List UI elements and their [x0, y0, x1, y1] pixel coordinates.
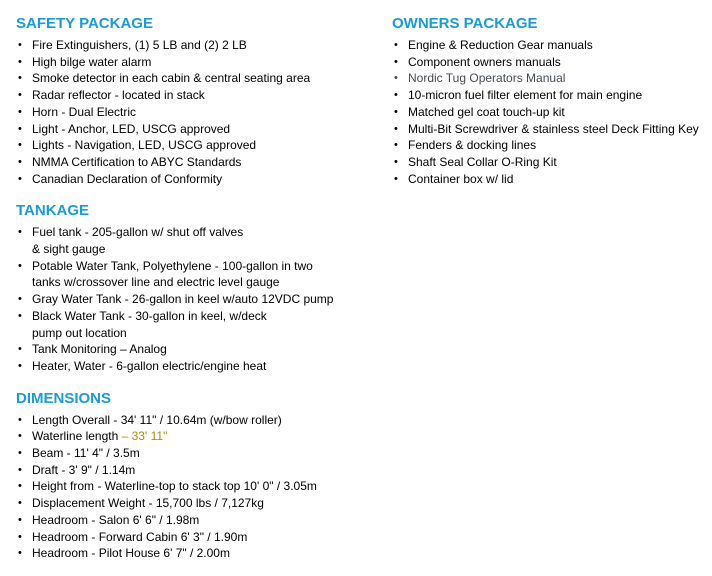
list-item: • 10-micron fuel filter element for main engine — [392, 87, 710, 104]
list-item: • Light - Anchor, LED, USCG approved — [16, 121, 376, 138]
safety-package-list — [16, 37, 376, 187]
owners-package-section — [392, 14, 710, 187]
list-item: • Component owners manuals — [392, 54, 710, 71]
list-item: • High bilge water alarm — [16, 54, 376, 71]
list-item: • Headroom - Salon 6' 6" / 1.98m — [16, 512, 376, 529]
list-item: • Headroom - Pilot House 6' 7" / 2.00m — [16, 545, 376, 562]
list-item: • Matched gel coat touch-up kit — [392, 104, 710, 121]
list-item: • Lights - Navigation, LED, USCG approved — [16, 137, 376, 154]
list-item-text: Waterline length — [32, 429, 119, 444]
owners-package-list — [392, 37, 710, 187]
list-item: • NMMA Certification to ABYC Standards — [16, 154, 376, 171]
dimensions-title: DIMENSIONS — [16, 389, 112, 407]
list-item: • Displacement Weight - 15,700 lbs / 7,127kg — [16, 495, 376, 512]
list-item-line: • Potable Water Tank, Polyethylene - 100-gallon in two — [32, 258, 313, 273]
tankage-list — [16, 224, 376, 374]
list-item: • Horn - Dual Electric — [16, 104, 376, 121]
list-item: • Nordic Tug Operators Manual — [392, 70, 710, 87]
list-item: • Shaft Seal Collar O-Ring Kit — [392, 154, 710, 171]
dimensions-list — [16, 412, 376, 562]
list-item: • Fire Extinguishers, (1) 5 LB and (2) 2 LB — [16, 37, 376, 54]
safety-package-title: SAFETY PACKAGE — [16, 15, 153, 32]
list-item: • Heater, Water - 6-gallon electric/engine heat — [16, 358, 376, 375]
list-item: • Radar reflector - located in stack — [16, 87, 376, 104]
list-item — [16, 428, 376, 445]
list-item: • Beam - 11' 4" / 3.5m — [16, 445, 376, 462]
list-item: • Tank Monitoring – Analog — [16, 341, 376, 358]
list-item: • Canadian Declaration of Conformity — [16, 171, 376, 188]
list-item-line: • Fuel tank - 205-gallon w/ shut off valves — [32, 225, 244, 240]
list-item-value: – 33' 11" — [121, 429, 168, 444]
list-item — [16, 258, 376, 291]
owners-package-title: OWNERS PACKAGE — [392, 15, 538, 32]
list-item-line: & sight gauge — [32, 242, 106, 257]
list-item: • Container box w/ lid — [392, 171, 710, 188]
list-item: • Draft - 3' 9" / 1.14m — [16, 462, 376, 479]
right-column — [392, 14, 710, 201]
list-item: • Height from - Waterline-top to stack top 10' 0" / 3.05m — [16, 478, 376, 495]
left-column — [16, 14, 376, 576]
list-item: • Multi-Bit Screwdriver & stainless steel Deck Fitting Key — [392, 121, 710, 138]
list-item — [16, 224, 376, 257]
list-item: • Engine & Reduction Gear manuals — [392, 37, 710, 54]
dimensions-section — [16, 389, 376, 562]
tankage-section — [16, 201, 376, 374]
list-item-line: • Black Water Tank - 30-gallon in keel, w/deck — [32, 308, 267, 323]
list-item: • Headroom - Forward Cabin 6' 3" / 1.90m — [16, 529, 376, 546]
safety-package-section — [16, 14, 376, 187]
list-item: • Length Overall - 34' 11" / 10.64m (w/bow roller) — [16, 412, 376, 429]
list-item — [16, 308, 376, 341]
list-item: • Fenders & docking lines — [392, 137, 710, 154]
list-item: • Gray Water Tank - 26-gallon in keel w/auto 12VDC pump — [16, 291, 376, 308]
tankage-title: TANKAGE — [16, 202, 90, 220]
list-item: • Smoke detector in each cabin & central seating area — [16, 70, 376, 87]
list-item-line: tanks w/crossover line and electric level gauge — [32, 275, 280, 290]
list-item-line: pump out location — [32, 325, 127, 340]
